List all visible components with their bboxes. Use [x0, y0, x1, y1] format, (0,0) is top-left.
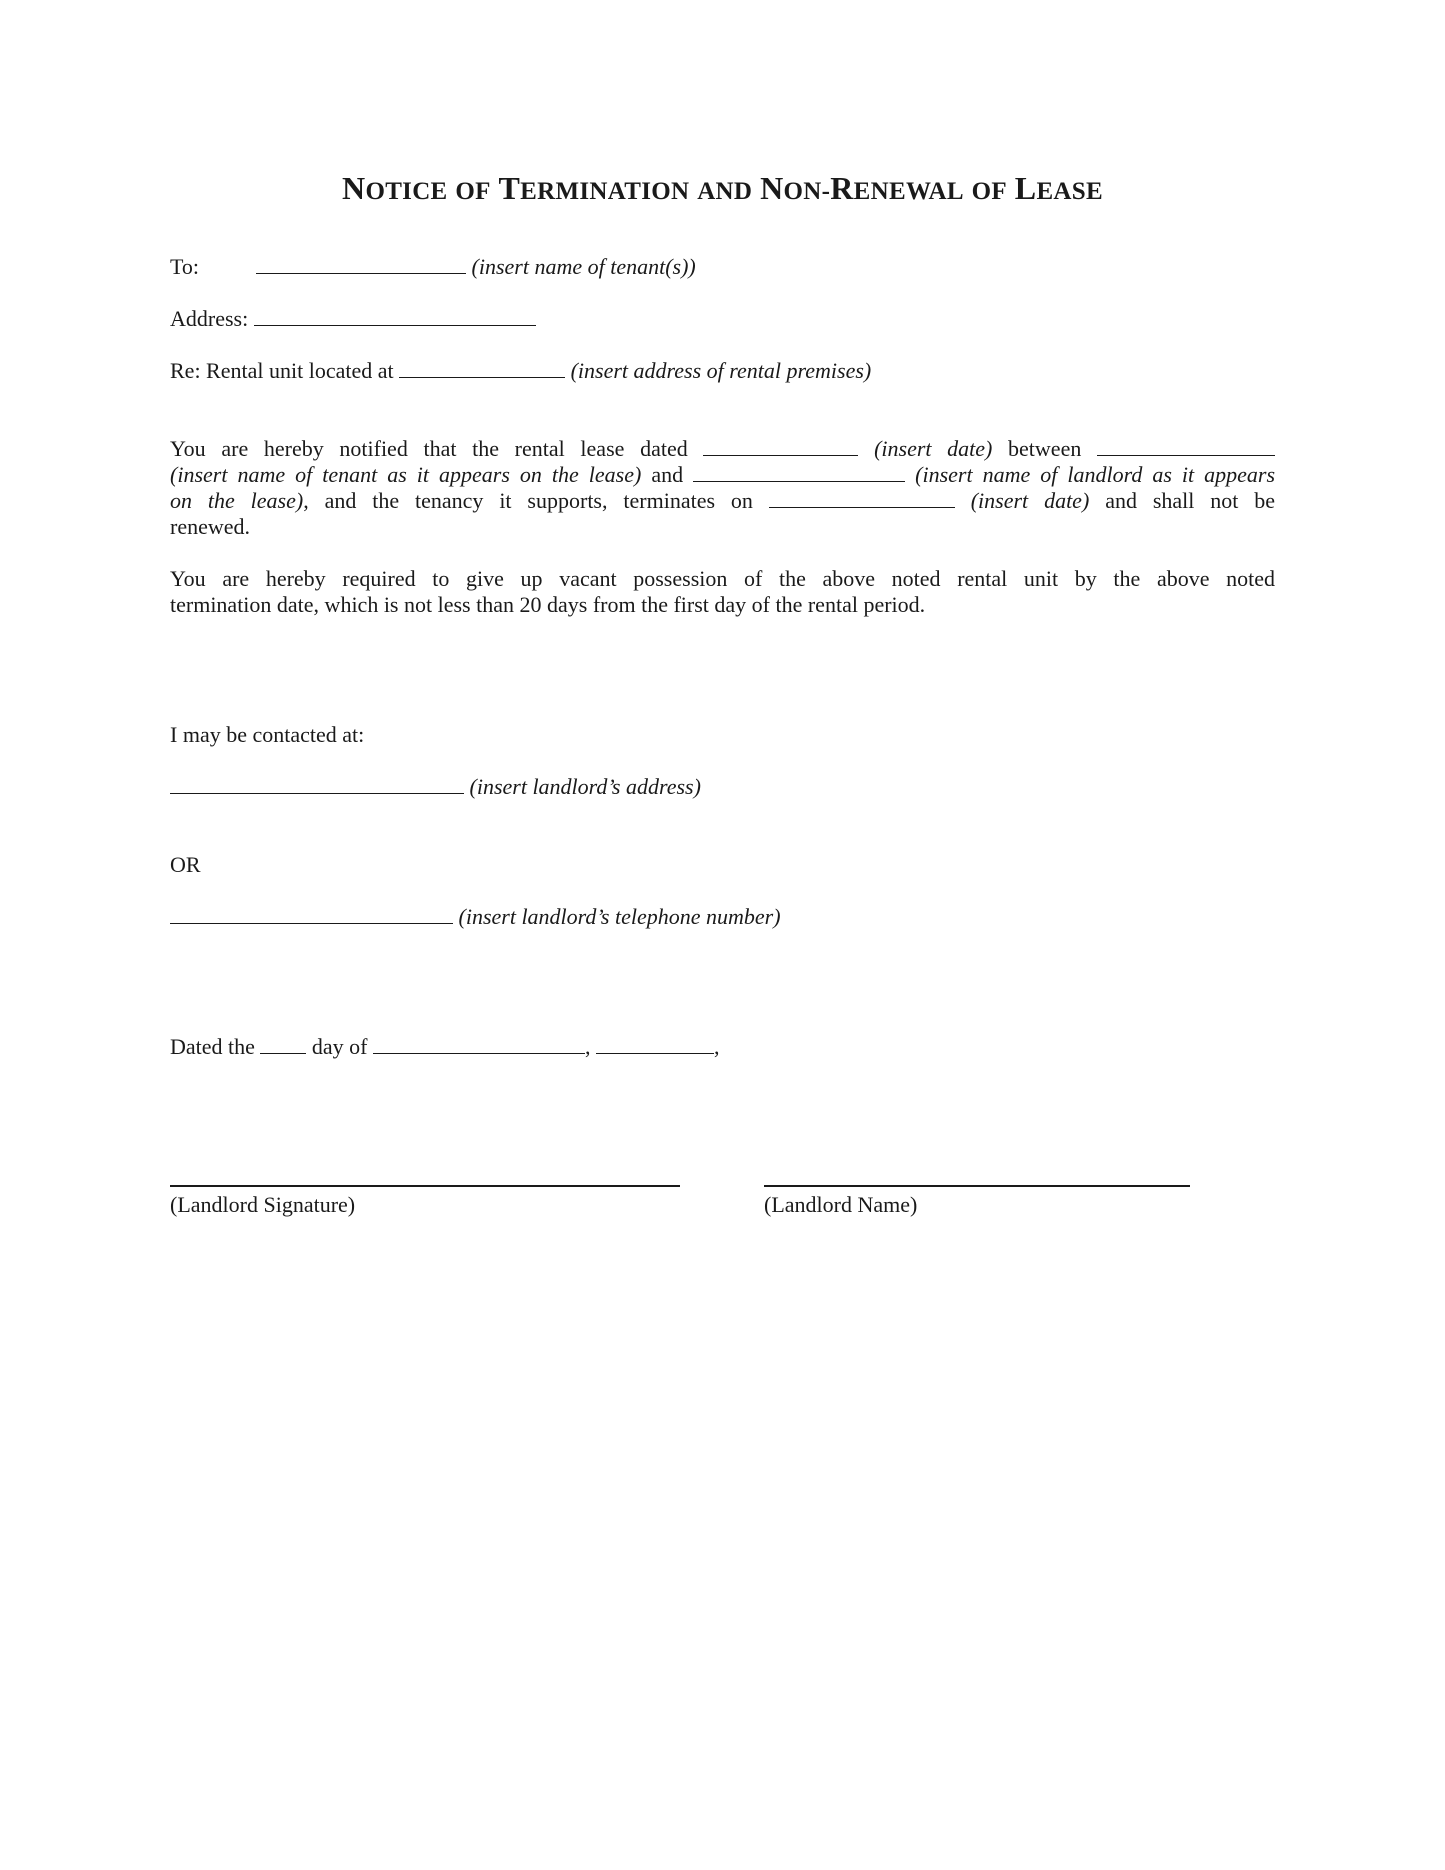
- terminates-text: , and the tenancy it supports, terminates on: [303, 488, 753, 513]
- paragraph-row: renewed.: [170, 514, 251, 539]
- title-part: OF: [455, 178, 491, 205]
- dated-line: [170, 1034, 720, 1060]
- title-part: R: [830, 170, 854, 206]
- or-text: OR: [170, 852, 201, 877]
- title-part: N: [342, 170, 366, 206]
- tenant-name-blank[interactable]: [256, 255, 466, 274]
- premises-address-hint: (insert address of rental premises): [570, 358, 872, 383]
- comma: ,: [585, 1034, 591, 1059]
- address-line: [170, 306, 536, 332]
- not-renewed-text: and shall not be: [1105, 488, 1276, 513]
- re-line: [170, 358, 871, 384]
- landlord-address-hint: (insert landlord’s address): [469, 774, 701, 799]
- title-part: T: [498, 170, 521, 206]
- tenant-lease-name-blank[interactable]: [1097, 437, 1275, 456]
- to-label: To:: [170, 254, 200, 279]
- contact-label: I may be contacted at:: [170, 722, 365, 747]
- tenant-address-blank[interactable]: [254, 307, 536, 326]
- landlord-phone-hint: (insert landlord’s telephone number): [458, 904, 781, 929]
- paragraph-row: [170, 462, 1275, 488]
- landlord-name-label: (Landlord Name): [764, 1192, 918, 1217]
- paragraph-row: [170, 436, 1275, 462]
- document-title: [0, 170, 1445, 207]
- landlord-address-blank[interactable]: [170, 775, 464, 794]
- comma: ,: [714, 1034, 720, 1059]
- title-part: N: [760, 170, 784, 206]
- termination-date-hint: (insert date): [970, 488, 1090, 513]
- landlord-phone-blank[interactable]: [170, 905, 453, 924]
- day-blank[interactable]: [260, 1035, 306, 1054]
- year-blank[interactable]: [596, 1035, 714, 1054]
- lease-date-hint: (insert date): [874, 436, 993, 461]
- landlord-name-line[interactable]: [764, 1185, 1190, 1187]
- vacate-paragraph: [170, 566, 1275, 618]
- title-part: L: [1014, 170, 1037, 206]
- lease-dated-text: You are hereby notified that the rental lease dated: [170, 436, 688, 461]
- title-part: OTICE: [365, 178, 448, 205]
- and-text: and: [651, 462, 684, 487]
- lease-date-blank[interactable]: [703, 437, 858, 456]
- address-label: Address:: [170, 306, 249, 331]
- landlord-lease-name-hint: (insert name of landlord as it appears: [915, 462, 1276, 487]
- to-line: [170, 254, 696, 280]
- re-label: Re: Rental unit located at: [170, 358, 394, 383]
- landlord-address-line: [170, 774, 701, 800]
- title-part: ON-: [783, 178, 831, 205]
- paragraph-row: [170, 488, 1275, 514]
- paragraph-row: You are hereby required to give up vacant possession of the above noted rental unit by the above noted: [170, 566, 1275, 591]
- month-blank[interactable]: [373, 1035, 585, 1054]
- title-part: OF: [971, 178, 1007, 205]
- landlord-lease-name-blank[interactable]: [693, 463, 905, 482]
- paragraph-row: termination date, which is not less than 20 days from the first day of the rental period.: [170, 592, 926, 617]
- landlord-lease-name-hint-cont: on the lease): [170, 488, 304, 513]
- between-text: between: [1008, 436, 1082, 461]
- termination-date-blank[interactable]: [769, 489, 955, 508]
- title-part: AND: [697, 178, 753, 205]
- title-part: ENEWAL: [853, 178, 964, 205]
- title-part: EASE: [1036, 178, 1103, 205]
- tenant-lease-name-hint: (insert name of tenant as it appears on the lease): [170, 462, 642, 487]
- premises-address-blank[interactable]: [399, 359, 565, 378]
- title-part: ERMINATION: [520, 178, 690, 205]
- day-of-text: day of: [311, 1034, 368, 1059]
- landlord-signature-label: (Landlord Signature): [170, 1192, 356, 1217]
- landlord-signature-line[interactable]: [170, 1185, 680, 1187]
- tenant-name-hint: (insert name of tenant(s)): [471, 254, 696, 279]
- dated-text: Dated the: [170, 1034, 255, 1059]
- notice-paragraph: [170, 436, 1275, 540]
- landlord-phone-line: [170, 904, 781, 930]
